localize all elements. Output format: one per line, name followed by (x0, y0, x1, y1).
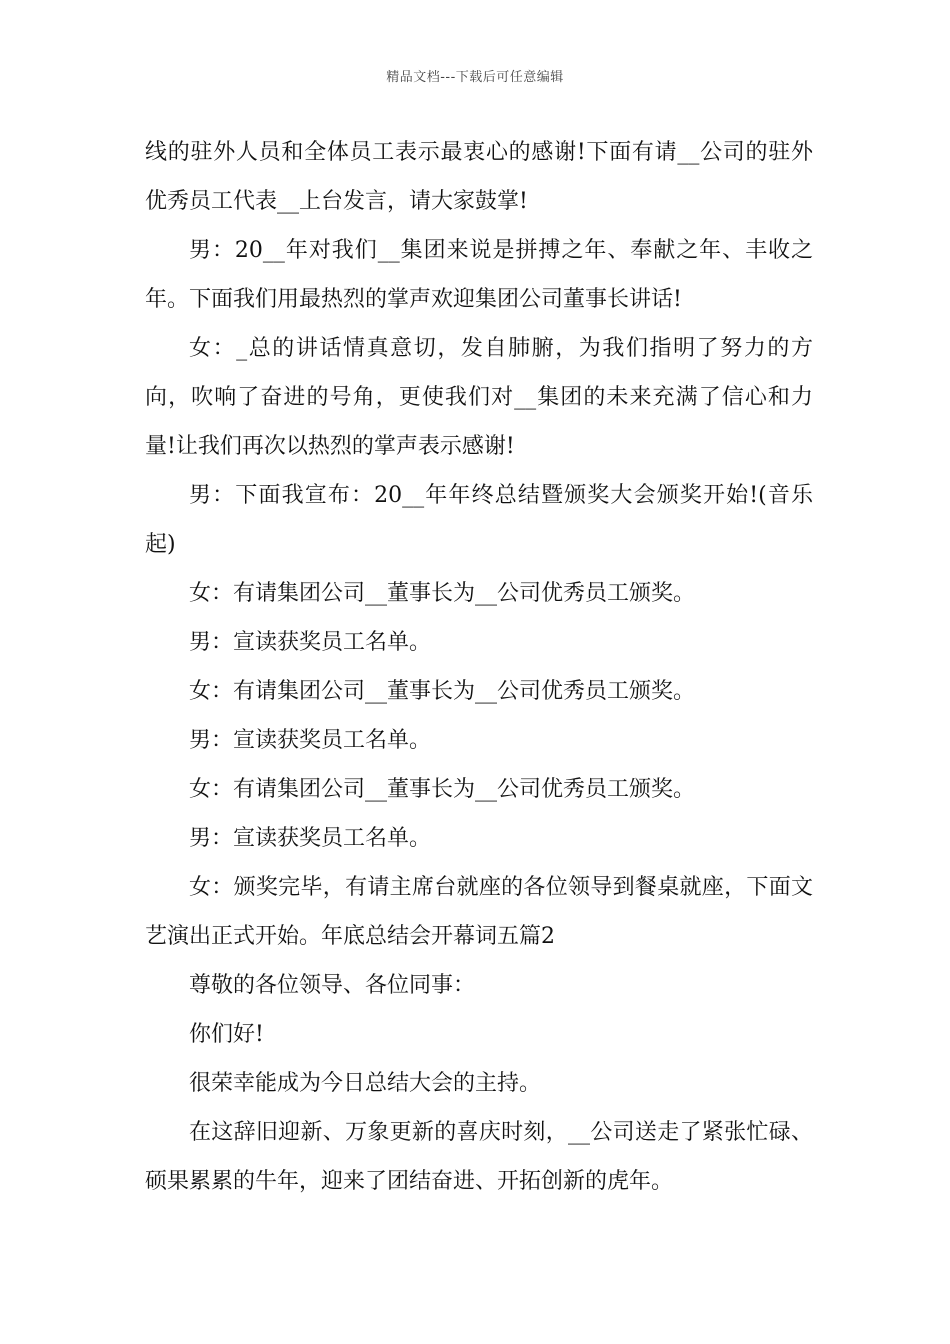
document-body (145, 128, 813, 1206)
paragraph: 男：20__年对我们__集团来说是拼搏之年、奉献之年、丰收之年。下面我们用最热烈的掌声欢迎集团公司董事长讲话! (145, 238, 813, 312)
paragraph: 在这辞旧迎新、万象更新的喜庆时刻，__公司送走了紧张忙碌、硕果累累的牛年，迎来了团结奋进、开拓创新的虎年。 (145, 1120, 813, 1194)
paragraph: 你们好! (189, 1022, 264, 1047)
paragraph: 线的驻外人员和全体员工表示最衷心的感谢!下面有请__公司的驻外优秀员工代表__上台发言，请大家鼓掌! (145, 140, 813, 214)
paragraph: 尊敬的各位领导、各位同事： (189, 973, 476, 998)
paragraph: 女：有请集团公司__董事长为__公司优秀员工颁奖。 (189, 679, 696, 704)
paragraph: 女：有请集团公司__董事长为__公司优秀员工颁奖。 (189, 777, 696, 802)
paragraph: 男：宣读获奖员工名单。 (189, 630, 432, 655)
paragraph: 男：下面我宣布：20__年年终总结暨颁奖大会颁奖开始!(音乐起) (145, 483, 813, 557)
paragraph: 女：颁奖完毕，有请主席台就座的各位领导到餐桌就座，下面文艺演出正式开始。年底总结会开幕词五篇2 (145, 875, 813, 949)
paragraph: 女：有请集团公司__董事长为__公司优秀员工颁奖。 (189, 581, 696, 606)
paragraph: 很荣幸能成为今日总结大会的主持。 (189, 1071, 542, 1096)
paragraph: 女：_总的讲话情真意切，发自肺腑，为我们指明了努力的方向，吹响了奋进的号角，更使我们对__集团的未来充满了信心和力量!让我们再次以热烈的掌声表示感谢! (145, 336, 813, 459)
paragraph: 男：宣读获奖员工名单。 (189, 826, 432, 851)
paragraph: 男：宣读获奖员工名单。 (189, 728, 432, 753)
page-header: 精品文档---下载后可任意编辑 (386, 70, 564, 85)
